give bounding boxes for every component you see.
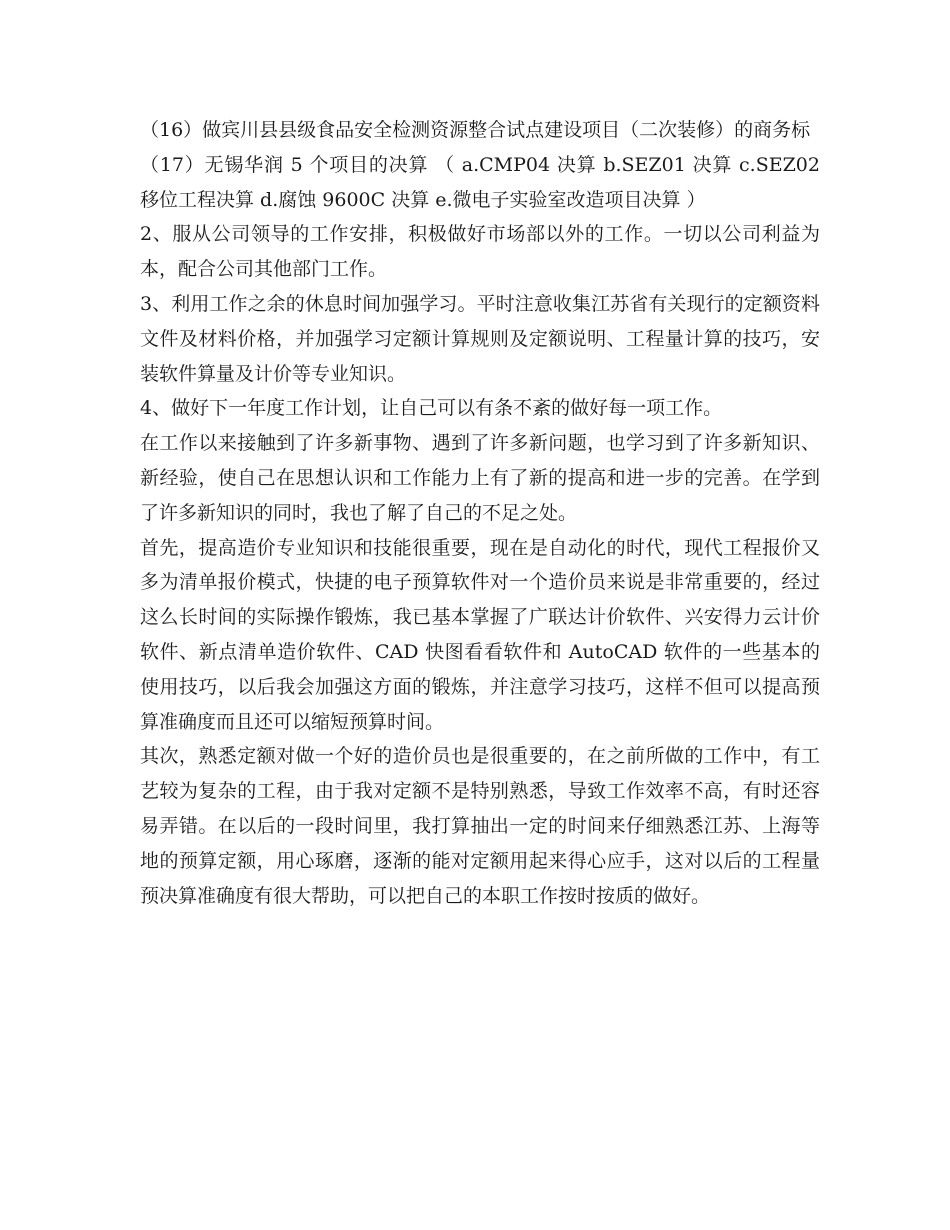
paragraph-point-4: 4、做好下一年度工作计划，让自己可以有条不紊的做好每一项工作。 (140, 397, 723, 420)
paragraph-summary: 在工作以来接触到了许多新事物、遇到了许多新问题，也学习到了许多新知识、新经验，使自己在思想认识和工作能力上有了新的提高和进一步的完善。在学到了许多新知识的同时，我也了解了自己的不足之处。 (140, 432, 820, 524)
paragraph-item-17: （17）无锡华润 5 个项目的决算 （ a.CMP04 决算 b.SEZ01 决算 c.SEZ02 移位工程决算 d.腐蚀 9600C 决算 e.微电子实验室改造项目决算 ） (140, 153, 820, 211)
document-body (140, 113, 820, 913)
paragraph-item-16: （16）做宾川县县级食品安全检测资源整合试点建设项目（二次装修）的商务标 (140, 119, 811, 141)
paragraph-point-2: 2、服从公司领导的工作安排，积极做好市场部以外的工作。一切以公司利益为本，配合公司其他部门工作。 (140, 223, 820, 281)
paragraph-first: 首先，提高造价专业知识和技能很重要，现在是自动化的时代，现代工程报价又多为清单报价模式，快捷的电子预算软件对一个造价员来说是非常重要的，经过这么长时间的实际操作锻炼，我已基本掌握了广联达计价软件、兴安得力云计价软件、新点清单造价软件、CAD 快图看看软件和 AutoCAD 软件的一些基本的使用技巧，以后我会加强这方面的锻炼，并注意学习技巧，这样不但可以提高预算准确度而且还可以缩短预算时间。 (140, 536, 820, 733)
paragraph-second: 其次，熟悉定额对做一个好的造价员也是很重要的，在之前所做的工作中，有工艺较为复杂的工程，由于我对定额不是特别熟悉，导致工作效率不高，有时还容易弄错。在以后的一段时间里，我打算抽出一定的时间来仔细熟悉江苏、上海等地的预算定额，用心琢磨，逐渐的能对定额用起来得心应手，这对以后的工程量预决算准确度有很大帮助，可以把自己的本职工作按时按质的做好。 (140, 745, 820, 907)
paragraph-point-3: 3、利用工作之余的休息时间加强学习。平时注意收集江苏省有关现行的定额资料文件及材料价格，并加强学习定额计算规则及定额说明、工程量计算的技巧，安装软件算量及计价等专业知识。 (140, 292, 820, 385)
